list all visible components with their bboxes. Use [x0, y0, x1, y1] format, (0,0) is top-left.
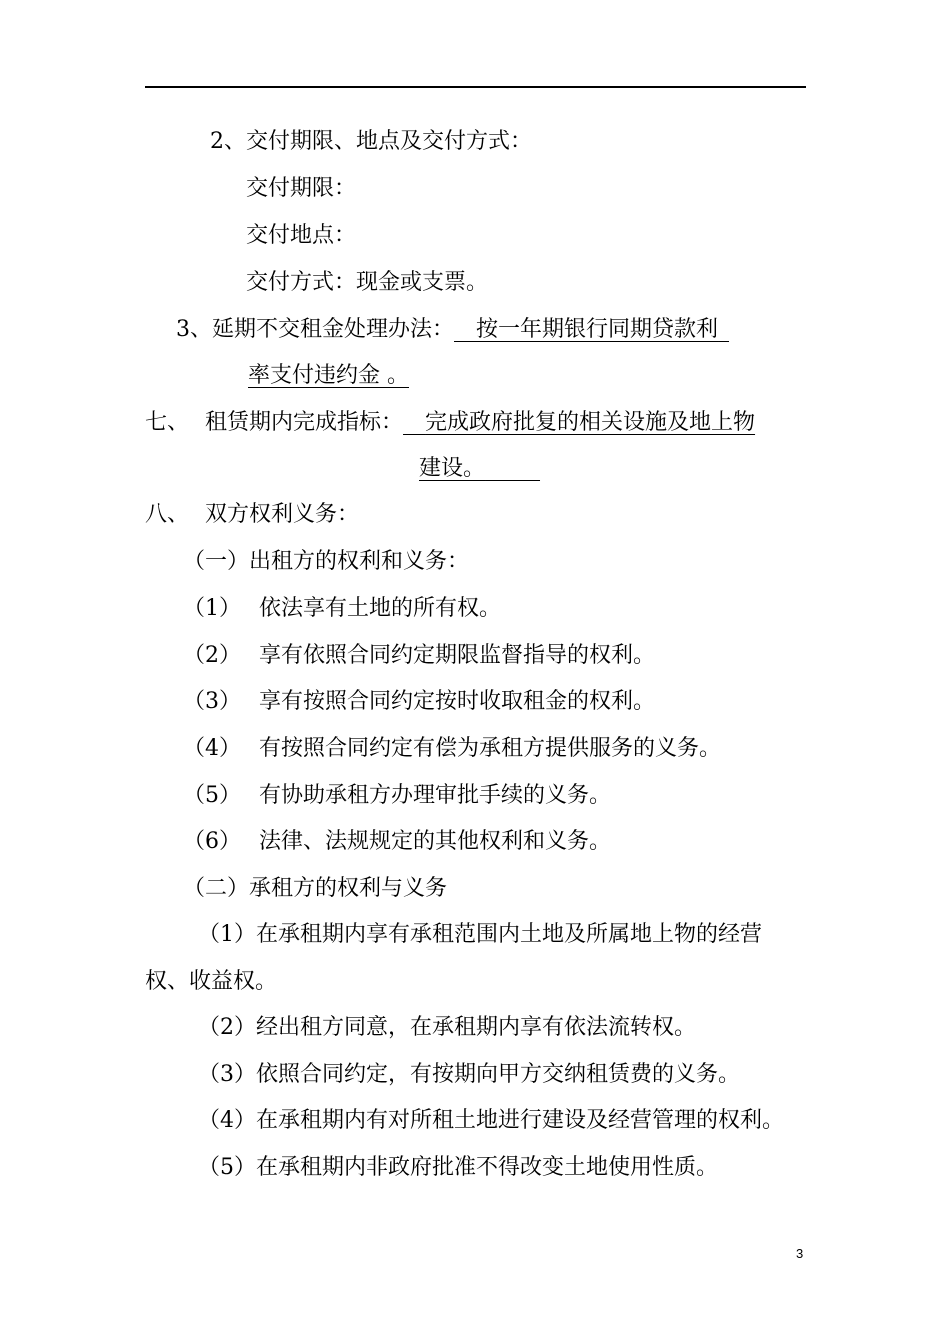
lessee-item-1: （1）在承租期内享有承租范围内土地及所属地上物的经营 — [198, 922, 762, 947]
section-seven-value: 完成政府批复的相关设施及地上物 — [425, 410, 756, 435]
lessee-subheading: （二）承租方的权利与义务 — [183, 876, 448, 901]
section-eight-label: 双方权利义务： — [205, 502, 360, 527]
lessee-item-4: （4）在承租期内有对所租土地进行建设及经营管理的权利。 — [198, 1108, 784, 1133]
lessee-item-3: （3）依照合同约定，有按期向甲方交纳租赁费的义务。 — [198, 1062, 740, 1087]
section-seven-value-cont: 建设。 — [419, 456, 486, 481]
lessor-item-1: （1） 依法享有土地的所有权。 — [183, 596, 502, 621]
header-rule — [145, 86, 806, 88]
section-seven-number: 七、 — [145, 410, 190, 435]
delivery-method: 交付方式：现金或支票。 — [246, 270, 489, 295]
section-seven-label: 租赁期内完成指标： — [205, 410, 404, 435]
lessee-item-1-cont: 权、收益权。 — [145, 969, 278, 994]
lessor-item-6: （6） 法律、法规规定的其他权利和义务。 — [183, 829, 612, 854]
delivery-place: 交付地点： — [246, 223, 357, 248]
late-payment-value: 按一年期银行同期贷款利 — [476, 317, 719, 342]
late-payment-value-cont: 率支付违约金 。 — [248, 363, 409, 388]
lessee-item-2: （2）经出租方同意，在承租期内享有依法流转权。 — [198, 1015, 696, 1040]
delivery-term: 交付期限： — [246, 176, 357, 201]
section-seven — [145, 409, 755, 437]
lessor-item-3: （3） 享有按照合同约定按时收取租金的权利。 — [183, 689, 656, 714]
lessee-item-5: （5）在承租期内非政府批准不得改变土地使用性质。 — [198, 1155, 718, 1180]
lessor-item-2: （2） 享有依照合同约定期限监督指导的权利。 — [183, 643, 656, 668]
page-number: 3 — [796, 1246, 804, 1261]
lessor-item-5: （5） 有协助承租方办理审批手续的义务。 — [183, 783, 612, 808]
clause-delivery-heading: 2、交付期限、地点及交付方式： — [210, 129, 532, 154]
lessor-item-4: （4） 有按照合同约定有偿为承租方提供服务的义务。 — [183, 736, 722, 761]
clause-late-payment — [176, 316, 729, 344]
section-eight — [145, 501, 359, 529]
late-payment-label: 3、延期不交租金处理办法： — [176, 317, 454, 342]
section-eight-number: 八、 — [145, 502, 190, 527]
lessor-subheading: （一）出租方的权利和义务： — [183, 549, 470, 574]
